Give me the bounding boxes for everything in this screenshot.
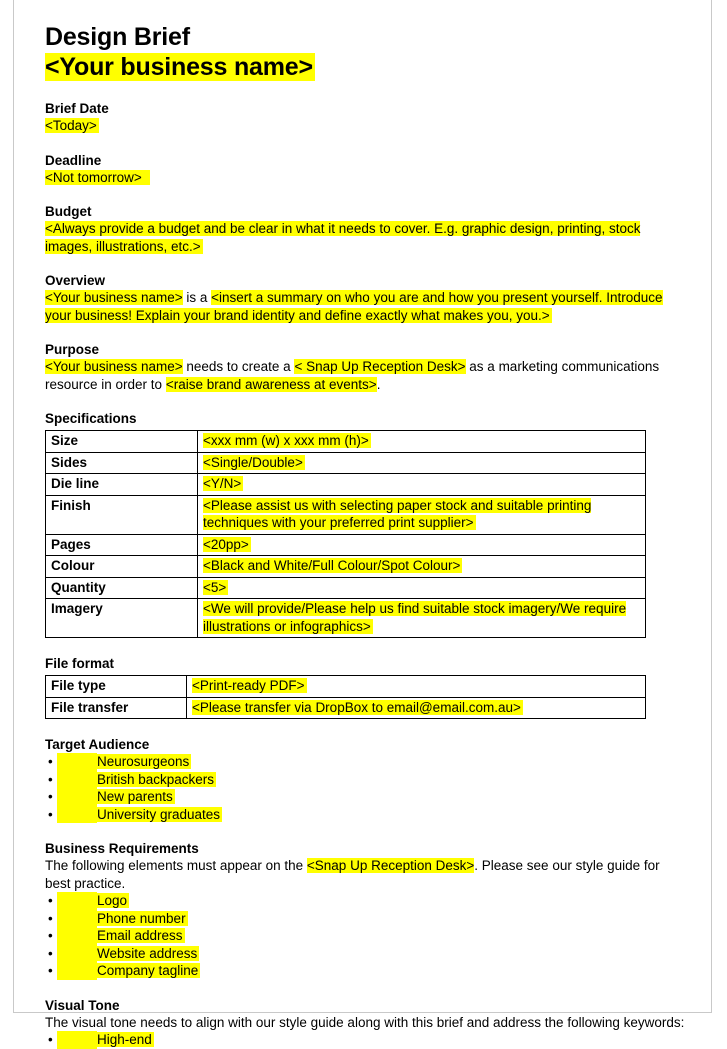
section-brief-date [45, 100, 685, 135]
deadline-value [45, 169, 685, 187]
file-value-file-transfer-highlight: <Please transfer via DropBox to email@email.com.au> [192, 699, 521, 715]
bullet-highlight-band [57, 945, 97, 963]
spec-value-imagery [198, 599, 646, 638]
list-item-label: Phone number [97, 910, 186, 926]
list-item [45, 753, 685, 771]
file-format-heading: File format [45, 656, 115, 671]
section-business-requirements [45, 840, 685, 980]
bullet-icon: • [48, 1032, 53, 1047]
table-row [46, 474, 646, 496]
spec-value-pages [198, 534, 646, 556]
list-item-label: High-end [97, 1032, 152, 1047]
list-item-label: University graduates [97, 806, 221, 822]
budget-value-highlight: <Always provide a budget and be clear in what it needs to cover. E.g. graphic design, printing, stock images, illustrations, etc.> [45, 221, 641, 254]
file-label-file-transfer: File transfer [46, 697, 187, 719]
overview-connector: is a [182, 290, 212, 305]
file-value-file-type [187, 676, 646, 698]
overview-summary-placeholder: <insert a summary on who you are and how you present yourself. Introduce your business! Explain your brand identity and define exactly what makes you, you.> [45, 290, 663, 323]
business-requirements-heading: Business Requirements [45, 841, 199, 856]
section-purpose [45, 341, 685, 393]
brief-date-value [45, 117, 685, 135]
section-file-format [45, 655, 685, 719]
visual-tone-intro: The visual tone needs to align with our style guide along with this brief and address the following keywords: [45, 1014, 685, 1030]
spec-value-die-line [198, 474, 646, 496]
section-visual-tone [45, 997, 685, 1049]
purpose-period: . [376, 376, 381, 392]
file-format-table [45, 675, 646, 719]
visual-tone-list [45, 1031, 685, 1049]
spec-label-finish: Finish [46, 495, 198, 534]
list-item-label: New parents [97, 789, 173, 804]
budget-value [45, 220, 685, 255]
document-body [45, 22, 685, 1049]
purpose-heading: Purpose [45, 342, 100, 357]
document-subtitle [45, 52, 685, 83]
list-item [45, 1031, 685, 1049]
spec-value-sides-highlight: <Single/Double> [203, 454, 303, 470]
spec-label-pages: Pages [46, 534, 198, 556]
spec-value-colour-highlight: <Black and White/Full Colour/Spot Colour> [203, 558, 461, 573]
table-row [46, 431, 646, 453]
business-requirements-intro-3: . Please see our style guide for best practice. [45, 858, 660, 891]
spec-value-finish [198, 495, 646, 534]
spec-label-sides: Sides [46, 452, 198, 474]
section-deadline [45, 152, 685, 187]
bullet-icon: • [48, 806, 53, 822]
purpose-connector-1: needs to create a [182, 359, 295, 374]
section-specifications [45, 410, 685, 638]
specifications-table-body [46, 431, 646, 638]
spec-value-size [198, 431, 646, 453]
list-item-label: British backpackers [97, 771, 215, 787]
brief-date-heading: Brief Date [45, 101, 109, 116]
target-audience-list [45, 753, 685, 823]
spec-label-imagery: Imagery [46, 599, 198, 638]
list-item [45, 945, 685, 963]
spec-label-quantity: Quantity [46, 577, 198, 599]
file-value-file-type-highlight: <Print-ready PDF> [192, 678, 305, 693]
specifications-heading: Specifications [45, 411, 137, 426]
spec-value-quantity-highlight: <5> [203, 579, 227, 595]
table-row [46, 676, 646, 698]
list-item-label: Website address [97, 945, 198, 961]
visual-tone-heading: Visual Tone [45, 997, 120, 1013]
bullet-highlight-band [57, 771, 97, 789]
table-row [46, 495, 646, 534]
bullet-highlight-band [57, 753, 97, 771]
bullet-icon: • [48, 771, 53, 787]
spec-value-die-line-highlight: <Y/N> [203, 476, 242, 491]
spec-value-finish-highlight: <Please assist us with selecting paper stock and suitable printing techniques with your preferred print supplier> [203, 497, 592, 530]
section-overview [45, 272, 685, 324]
purpose-connector-2: as a marketing communications resource in order to [45, 359, 660, 392]
business-requirements-product-name: <Snap Up Reception Desk> [306, 858, 475, 873]
list-item [45, 806, 685, 824]
section-budget [45, 203, 685, 255]
table-row [46, 556, 646, 578]
overview-text [45, 289, 685, 324]
spec-value-colour [198, 556, 646, 578]
bullet-highlight-band [57, 892, 97, 910]
spec-label-die-line: Die line [46, 474, 198, 496]
deadline-heading: Deadline [45, 152, 102, 168]
spec-label-colour: Colour [46, 556, 198, 578]
list-item [45, 927, 685, 945]
spec-value-size-highlight: <xxx mm (w) x xxx mm (h)> [203, 433, 369, 448]
bullet-highlight-band [57, 806, 97, 824]
document-subtitle-highlight: <Your business name> [45, 53, 313, 81]
purpose-product-name: < Snap Up Reception Desk> [294, 359, 466, 374]
budget-heading: Budget [45, 204, 92, 219]
bullet-icon: • [48, 963, 53, 978]
brief-date-value-highlight: <Today> [45, 118, 97, 133]
file-format-table-body [46, 676, 646, 719]
spec-value-sides [198, 452, 646, 474]
spec-value-pages-highlight: <20pp> [203, 536, 249, 552]
bullet-icon: • [48, 928, 53, 943]
table-row [46, 697, 646, 719]
bullet-icon: • [48, 945, 53, 961]
overview-heading: Overview [45, 273, 106, 288]
list-item-label: Email address [97, 928, 183, 943]
purpose-business-name: <Your business name> [45, 359, 183, 374]
bullet-highlight-band [57, 1031, 97, 1049]
list-item [45, 892, 685, 910]
business-requirements-intro [45, 857, 685, 892]
section-target-audience [45, 736, 685, 823]
bullet-highlight-band [57, 788, 97, 806]
bullet-icon: • [48, 893, 53, 908]
bullet-icon: • [48, 910, 53, 926]
file-value-file-transfer [187, 697, 646, 719]
bullet-highlight-band [57, 927, 97, 945]
list-item [45, 910, 685, 928]
purpose-goal: <raise brand awareness at events> [165, 376, 377, 392]
document-title: Design Brief [45, 23, 190, 51]
specifications-table [45, 430, 646, 638]
table-row [46, 577, 646, 599]
table-row [46, 452, 646, 474]
spec-label-size: Size [46, 431, 198, 453]
deadline-value-highlight: <Not tomorrow> [45, 170, 150, 185]
list-item-label: Neurosurgeons [97, 754, 190, 769]
list-item-label: Logo [97, 893, 128, 908]
table-row [46, 534, 646, 556]
bullet-highlight-band [57, 962, 97, 980]
bullet-icon: • [48, 754, 53, 769]
bullet-icon: • [48, 789, 53, 804]
spec-value-quantity [198, 577, 646, 599]
list-item [45, 771, 685, 789]
target-audience-heading: Target Audience [45, 737, 150, 752]
business-requirements-list [45, 892, 685, 980]
bullet-highlight-band [57, 910, 97, 928]
list-item [45, 788, 685, 806]
list-item-label: Company tagline [97, 963, 199, 978]
file-label-file-type: File type [46, 676, 187, 698]
list-item [45, 962, 685, 980]
overview-business-name: <Your business name> [45, 290, 183, 305]
business-requirements-intro-1: The following elements must appear on the [45, 858, 307, 873]
purpose-text [45, 358, 685, 393]
spec-value-imagery-highlight: <We will provide/Please help us find suitable stock imagery/We require illustrations or infographics> [203, 601, 627, 634]
table-row [46, 599, 646, 638]
